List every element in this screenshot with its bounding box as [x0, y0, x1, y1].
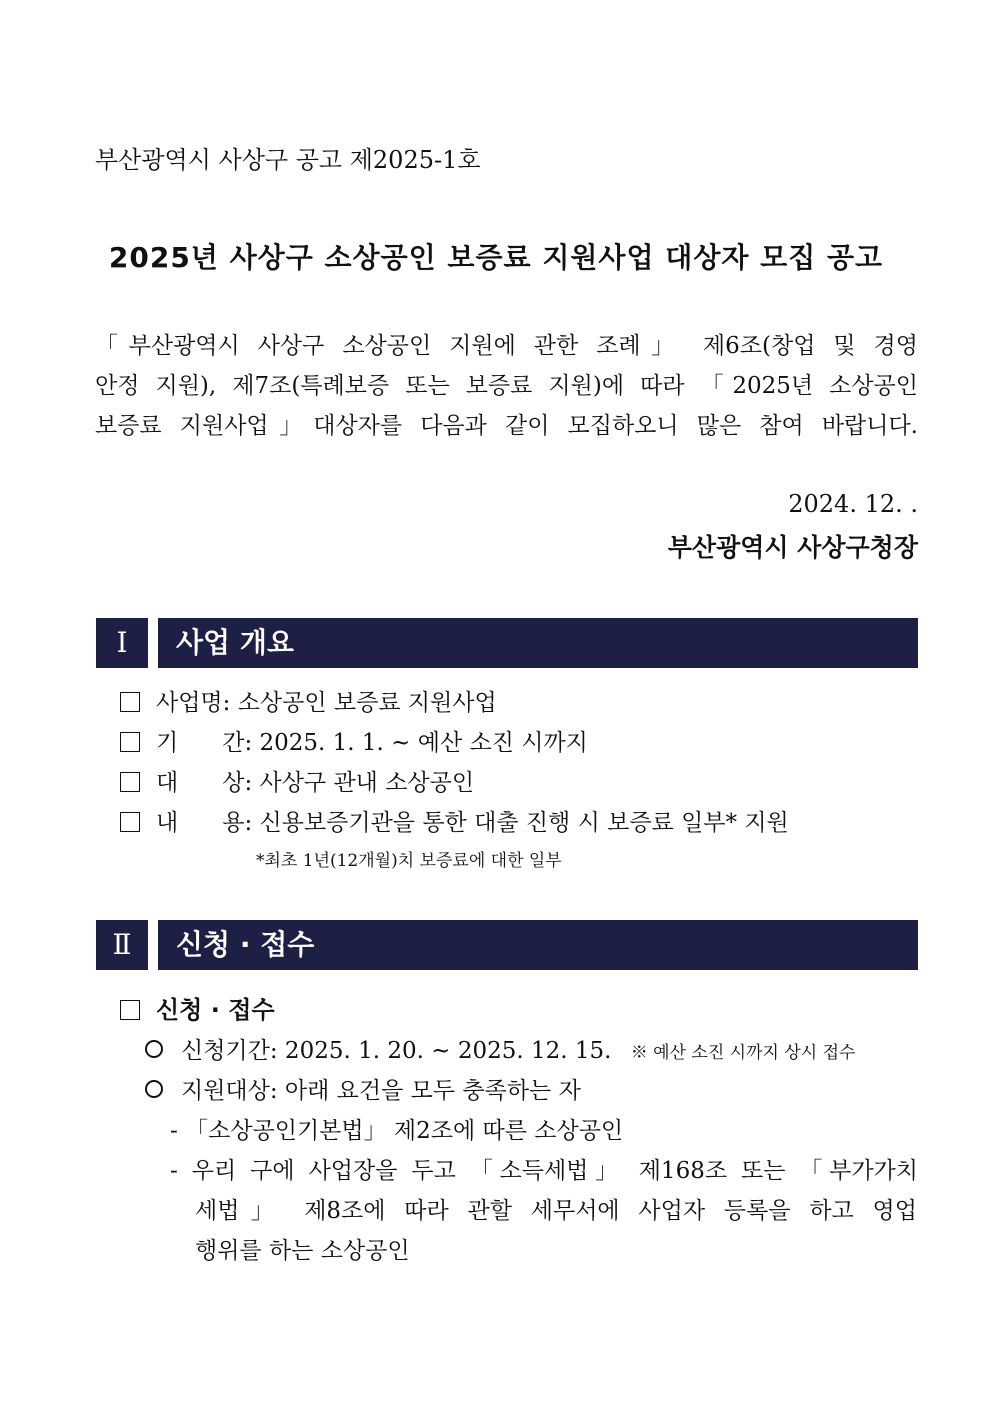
item-value: : 소상공인 보증료 지원사업	[222, 690, 497, 716]
overview-item-period	[120, 724, 588, 757]
application-subtitle	[120, 990, 275, 1025]
period-note: ※ 예산 소진 시까지 상시 접수	[630, 1043, 856, 1063]
item-label: 내	[156, 810, 179, 836]
notice-date: 2024. 12. .	[788, 490, 918, 518]
eligibility	[145, 1072, 581, 1105]
intro-line: 「부산광역시 사상구 소상공인 지원에 관한 조례」 제6조(창업 및 경영	[95, 333, 918, 359]
item-label: 대	[156, 770, 179, 796]
issuer: 부산광역시 사상구청장	[667, 533, 918, 562]
condition-line: 행위를 하는 소상공인	[195, 1238, 410, 1264]
eligibility-condition-2-cont	[195, 1232, 410, 1265]
section-2-number: Ⅱ	[96, 920, 148, 970]
item-label: 상	[222, 770, 245, 796]
section-1-title: 사업 개요	[158, 618, 918, 668]
item-label: 기	[156, 730, 179, 756]
overview-item-name	[120, 684, 497, 717]
subtitle-text: 신청 · 접수	[156, 996, 275, 1024]
intro-paragraph	[95, 326, 918, 446]
checkbox-square-icon	[120, 812, 140, 832]
eligibility-text: 지원대상: 아래 요건을 모두 충족하는 자	[181, 1078, 581, 1104]
intro-line: 보증료 지원사업」대상자를 다음과 같이 모집하오니 많은 참여 바랍니다.	[95, 413, 918, 439]
document-title: 2025년 사상구 소상공인 보증료 지원사업 대상자 모집 공고	[108, 241, 884, 274]
overview-item-target	[120, 764, 474, 797]
content-footnote: *최초 1년(12개월)치 보증료에 대한 일부	[256, 851, 562, 871]
eligibility-condition-2	[170, 1152, 918, 1185]
period-text: 신청기간: 2025. 1. 20. ~ 2025. 12. 15.	[181, 1038, 612, 1064]
circle-bullet-icon	[145, 1040, 163, 1058]
eligibility-condition-1: - 「소상공인기본법」 제2조에 따른 소상공인	[170, 1118, 624, 1144]
checkbox-square-icon	[120, 692, 140, 712]
section-2-title: 신청 · 접수	[158, 920, 918, 970]
checkbox-square-icon	[120, 732, 140, 752]
intro-line: 안정 지원), 제7조(특례보증 또는 보증료 지원)에 따라 「2025년 소상공인	[95, 373, 918, 399]
condition-line: 세법」 제8조에 따라 관할 세무서에 사업자 등록을 하고 영업	[195, 1198, 917, 1224]
section-2-header	[96, 920, 918, 970]
eligibility-condition-2-cont	[195, 1192, 917, 1225]
item-value: : 2025. 1. 1. ~ 예산 소진 시까지	[244, 730, 588, 756]
checkbox-square-icon	[120, 772, 140, 792]
application-period	[145, 1032, 855, 1065]
item-label: 용	[222, 810, 245, 836]
item-label: 간	[222, 730, 245, 756]
condition-line: - 우리 구에 사업장을 두고 「소득세법」 제168조 또는 「부가가치	[170, 1158, 918, 1184]
circle-bullet-icon	[145, 1080, 163, 1098]
overview-item-content	[120, 804, 789, 837]
notice-number: 부산광역시 사상구 공고 제2025-1호	[95, 146, 481, 174]
checkbox-square-icon	[120, 1000, 140, 1020]
item-value: : 신용보증기관을 통한 대출 진행 시 보증료 일부* 지원	[244, 810, 789, 836]
item-label: 사업명	[156, 690, 223, 716]
section-1-header	[96, 618, 918, 668]
item-value: : 사상구 관내 소상공인	[244, 770, 475, 796]
section-1-number: Ⅰ	[96, 618, 148, 668]
